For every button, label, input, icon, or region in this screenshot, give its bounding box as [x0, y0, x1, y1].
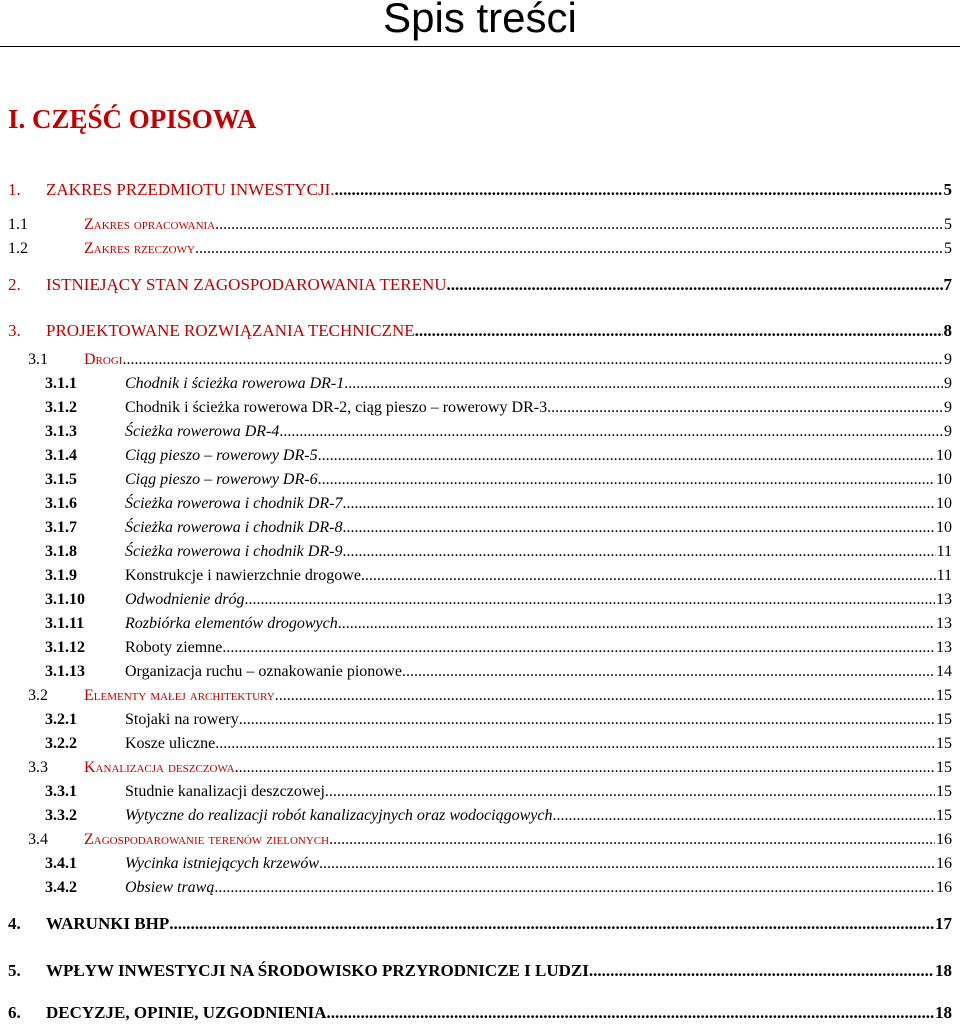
toc-entry-3-1-5[interactable] — [45, 471, 952, 495]
toc-page: 15 — [936, 735, 952, 752]
toc-page: 10 — [936, 471, 952, 488]
toc-leader — [318, 471, 935, 489]
toc-leader — [275, 687, 935, 705]
toc-number: 3.1.6 — [45, 495, 77, 512]
page-title: Spis treści — [383, 0, 577, 41]
toc-entry-3[interactable] — [8, 321, 952, 345]
toc-text: ISTNIEJĄCY STAN ZAGOSPODAROWANIA TERENU — [46, 275, 447, 294]
toc-number: 6. — [8, 1003, 21, 1022]
toc-leader — [342, 495, 935, 513]
part-heading: I. CZĘŚĆ OPISOWA — [8, 104, 257, 134]
toc-entry-3-1-8[interactable] — [45, 543, 952, 567]
toc-text: Ciąg pieszo – rowerowy DR-6 — [125, 471, 318, 488]
toc-entry-3-1[interactable] — [28, 351, 952, 375]
toc-page: 9 — [944, 399, 952, 416]
toc-leader — [169, 914, 934, 934]
toc-leader — [215, 735, 935, 753]
toc-entry-6[interactable] — [8, 1003, 952, 1027]
toc-leader — [122, 351, 943, 369]
toc-number: 3.1.7 — [45, 519, 77, 536]
toc-entry-3-4-1[interactable] — [45, 855, 952, 879]
toc-leader — [215, 216, 943, 234]
toc-text: Wycinka istniejących krzewów — [125, 855, 320, 872]
toc-entry-4[interactable] — [8, 914, 952, 938]
toc-page: 13 — [936, 591, 952, 608]
toc-number: 5. — [8, 961, 21, 980]
toc-leader — [222, 639, 935, 657]
toc-entry-3-3-2[interactable] — [45, 807, 952, 831]
toc-number: 3. — [8, 321, 21, 340]
toc-leader — [338, 615, 935, 633]
toc-page: 17 — [935, 914, 952, 933]
toc-number: 3.1.5 — [45, 471, 77, 488]
toc-number: 3.4 — [28, 831, 48, 848]
toc-entry-3-1-7[interactable] — [45, 519, 952, 543]
toc-number: 3.1.1 — [45, 375, 77, 392]
toc-leader — [342, 543, 935, 561]
toc-text: Odwodnienie dróg — [125, 591, 245, 608]
toc-page: 8 — [943, 321, 952, 340]
toc-text: Kosze uliczne — [125, 735, 216, 752]
toc-entry-5[interactable] — [8, 961, 952, 985]
toc-leader — [214, 879, 935, 897]
toc-number: 2. — [8, 275, 21, 294]
toc-entry-3-1-2[interactable] — [45, 399, 952, 423]
toc-text: Ścieżka rowerowa i chodnik DR-7 — [125, 495, 343, 512]
toc-leader — [329, 831, 935, 849]
toc-number: 3.3.1 — [45, 783, 77, 800]
toc-leader — [279, 423, 943, 441]
toc-entry-3-2-1[interactable] — [45, 711, 952, 735]
toc-page: 9 — [944, 375, 952, 392]
toc-text: Chodnik i ścieżka rowerowa DR-2, ciąg pieszo – rowerowy DR-3 — [125, 399, 548, 416]
toc-page: 14 — [936, 663, 952, 680]
toc-entry-3-1-10[interactable] — [45, 591, 952, 615]
toc-leader — [235, 759, 935, 777]
toc-number: 3.1.12 — [45, 639, 85, 656]
toc-page: 18 — [935, 1003, 952, 1022]
toc-text: DECYZJE, OPINIE, UZGODNIENIA — [46, 1003, 327, 1022]
toc-number: 3.4.1 — [45, 855, 77, 872]
toc-text: Ciąg pieszo – rowerowy DR-5 — [125, 447, 318, 464]
toc-text: WARUNKI BHP — [46, 914, 170, 933]
toc-entry-3-1-6[interactable] — [45, 495, 952, 519]
toc-page: 10 — [936, 447, 952, 464]
toc-text: PROJEKTOWANE ROZWIĄZANIA TECHNICZNE — [46, 321, 415, 340]
toc-number: 3.1.13 — [45, 663, 85, 680]
toc-page: 7 — [943, 275, 952, 294]
toc-entry-1-2[interactable] — [8, 240, 952, 264]
toc-number: 3.1 — [28, 351, 48, 368]
toc-page: 18 — [935, 961, 952, 980]
toc-entry-3-2[interactable] — [28, 687, 952, 711]
toc-text: Obsiew trawą — [125, 879, 215, 896]
toc-leader — [319, 855, 935, 873]
toc-text: Stojaki na rowery — [125, 711, 239, 728]
toc-page: 15 — [936, 807, 952, 824]
toc-text: Ścieżka rowerowa i chodnik DR-9 — [125, 543, 343, 560]
toc-number: 3.3.2 — [45, 807, 77, 824]
toc-page: 10 — [936, 495, 952, 512]
toc-leader — [344, 375, 943, 393]
toc-leader — [342, 519, 935, 537]
toc-number: 3.2.1 — [45, 711, 77, 728]
toc-entry-3-3[interactable] — [28, 759, 952, 783]
toc-leader — [327, 1003, 934, 1023]
toc-number: 3.1.2 — [45, 399, 77, 416]
toc-entry-3-4[interactable] — [28, 831, 952, 855]
toc-leader — [552, 807, 935, 825]
toc-page: 16 — [936, 855, 952, 872]
toc-entry-3-1-12[interactable] — [45, 639, 952, 663]
toc-number: 3.2.2 — [45, 735, 77, 752]
toc-number: 3.1.4 — [45, 447, 77, 464]
toc-text: Zakres rzeczowy — [84, 240, 195, 257]
toc-page: 9 — [944, 351, 952, 368]
toc-text: Studnie kanalizacji deszczowej — [125, 783, 325, 800]
toc-number: 3.2 — [28, 687, 48, 704]
toc-entry-1[interactable] — [8, 180, 952, 204]
toc-entry-3-1-13[interactable] — [45, 663, 952, 687]
toc-text: Organizacja ruchu – oznakowanie pionowe. — [125, 663, 406, 680]
toc-number: 3.1.10 — [45, 591, 85, 608]
toc-entry-3-1-1[interactable] — [45, 375, 952, 399]
toc-number: 3.1.3 — [45, 423, 77, 440]
toc-text: ZAKRES PRZEDMIOTU INWESTYCJI. — [46, 180, 335, 199]
toc-page: 13 — [936, 639, 952, 656]
toc-page: 11 — [936, 567, 952, 584]
toc-leader — [589, 961, 934, 981]
toc-entry-3-4-2[interactable] — [45, 879, 952, 903]
toc-number: 3.1.8 — [45, 543, 77, 560]
toc-text: Chodnik i ścieżka rowerowa DR-1 — [125, 375, 345, 392]
toc-page: 5 — [944, 240, 952, 257]
toc-page: 11 — [936, 543, 952, 560]
toc-page: 15 — [936, 687, 952, 704]
toc-entry-3-1-11[interactable] — [45, 615, 952, 639]
toc-entry-3-1-9[interactable] — [45, 567, 952, 591]
toc-entry-2[interactable] — [8, 275, 952, 299]
toc-leader — [195, 240, 943, 258]
title-divider — [0, 46, 960, 47]
toc-leader — [239, 711, 935, 729]
toc-number: 1. — [8, 180, 21, 199]
toc-page: 5 — [944, 216, 952, 233]
toc-page: 5 — [943, 180, 952, 199]
toc-number: 3.1.9 — [45, 567, 77, 584]
toc-page: 16 — [936, 879, 952, 896]
toc-text: Drogi — [84, 351, 123, 368]
toc-leader — [447, 275, 943, 295]
toc-number: 3.4.2 — [45, 879, 77, 896]
toc-number: 1.2 — [8, 240, 28, 257]
toc-page: 10 — [936, 519, 952, 536]
toc-leader — [335, 180, 943, 200]
toc-leader — [415, 321, 943, 341]
toc-number: 3.1.11 — [45, 615, 85, 632]
toc-text: WPŁYW INWESTYCJI NA ŚRODOWISKO PRZYRODNICZE I LUDZI — [46, 961, 589, 980]
toc-entry-3-3-1[interactable] — [45, 783, 952, 807]
toc-page: 15 — [936, 783, 952, 800]
toc-entry-3-1-3[interactable] — [45, 423, 952, 447]
toc-text: Elementy małej architektury — [84, 687, 275, 704]
toc-page: 16 — [936, 831, 952, 848]
toc-leader — [325, 783, 935, 801]
toc-entry-3-2-2[interactable] — [45, 735, 952, 759]
toc-text: Zakres opracowania — [84, 216, 216, 233]
toc-text: Ścieżka rowerowa i chodnik DR-8 — [125, 519, 343, 536]
toc-text: Kanalizacja deszczowa — [84, 759, 235, 776]
toc-text: Roboty ziemne — [125, 639, 223, 656]
toc-leader — [318, 447, 935, 465]
toc-text: Rozbiórka elementów drogowych — [125, 615, 338, 632]
toc-number: 4. — [8, 914, 21, 933]
toc-leader — [245, 591, 935, 609]
toc-page: 15 — [936, 711, 952, 728]
toc-page: 15 — [936, 759, 952, 776]
toc-text: Ścieżka rowerowa DR-4 — [125, 423, 280, 440]
toc-entry-3-1-4[interactable] — [45, 447, 952, 471]
toc-number: 3.3 — [28, 759, 48, 776]
toc-entry-1-1[interactable] — [8, 216, 952, 240]
toc-text: Konstrukcje i nawierzchnie drogowe — [125, 567, 361, 584]
toc-page: 9 — [944, 423, 952, 440]
toc-text: Zagospodarowanie terenów zielonych — [84, 831, 330, 848]
toc-number: 1.1 — [8, 216, 28, 233]
toc-text: Wytyczne do realizacji robót kanalizacyjnych oraz wodociągowych — [125, 807, 553, 824]
toc-leader — [406, 663, 935, 681]
toc-leader — [361, 567, 936, 585]
toc-page: 13 — [936, 615, 952, 632]
toc-leader — [547, 399, 943, 417]
